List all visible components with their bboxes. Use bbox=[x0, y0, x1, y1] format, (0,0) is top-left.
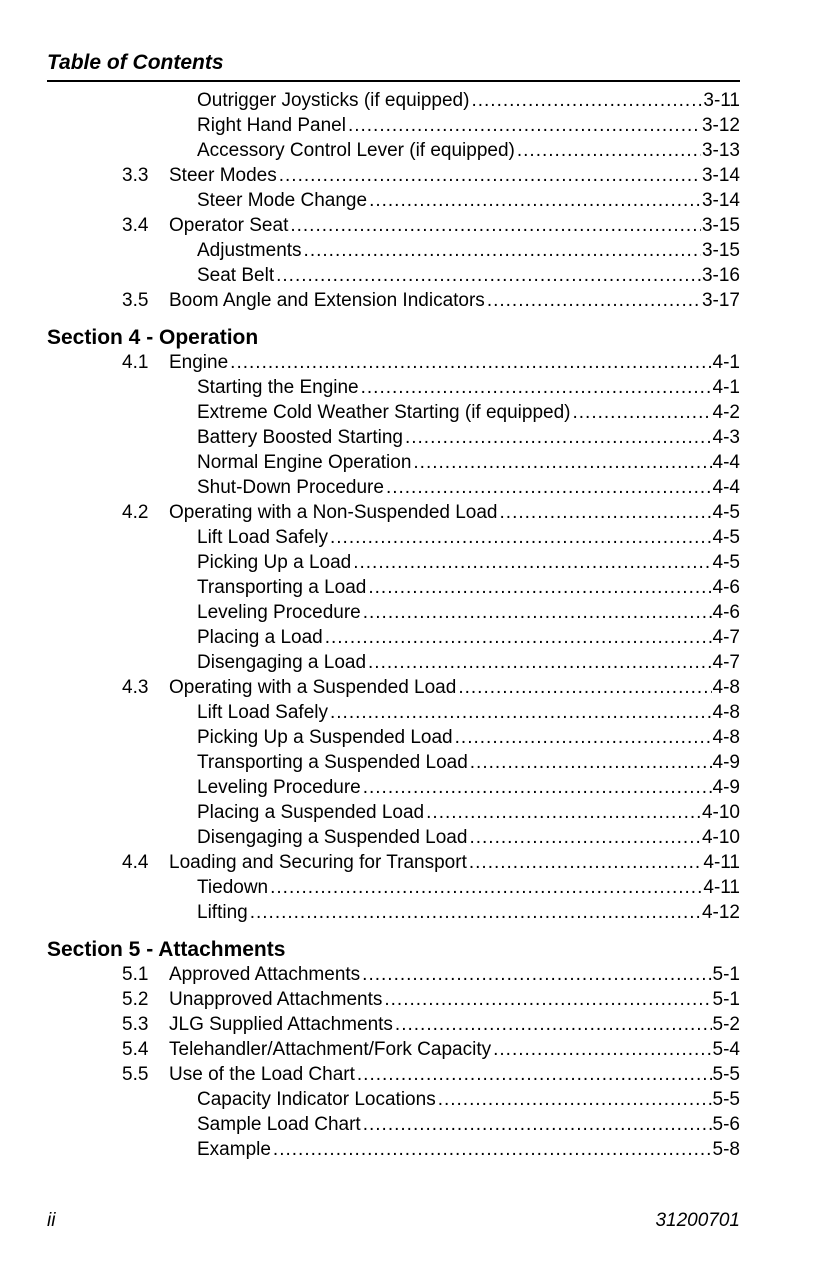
toc-entry-title: Extreme Cold Weather Starting (if equipped) bbox=[197, 402, 571, 423]
toc-entry[interactable] bbox=[47, 1037, 740, 1062]
toc-entry-line bbox=[197, 725, 740, 750]
toc-entry-number: 3.3 bbox=[122, 165, 149, 186]
toc-entry-page: 5-8 bbox=[712, 1139, 740, 1160]
toc-entry-line bbox=[169, 500, 740, 525]
page-number: ii bbox=[47, 1210, 56, 1231]
toc-entry[interactable] bbox=[47, 1087, 740, 1112]
toc-entry-line bbox=[197, 700, 740, 725]
toc-entry-title: Engine bbox=[169, 352, 229, 373]
document-number: 31200701 bbox=[655, 1210, 740, 1231]
dot-leader bbox=[361, 375, 712, 400]
dot-leader bbox=[353, 550, 711, 575]
dot-leader bbox=[304, 238, 701, 263]
toc-entry-page: 4-9 bbox=[712, 777, 740, 798]
toc-entry[interactable] bbox=[47, 550, 740, 575]
toc-entry[interactable] bbox=[47, 1112, 740, 1137]
toc-entry-page: 3-15 bbox=[701, 215, 740, 236]
toc-entry[interactable] bbox=[47, 288, 740, 313]
toc-entry-number: 4.3 bbox=[122, 677, 149, 698]
toc-entry-title: Steer Modes bbox=[169, 165, 277, 186]
toc-entry[interactable] bbox=[47, 500, 740, 525]
dot-leader bbox=[290, 213, 701, 238]
toc-entry-line bbox=[197, 750, 740, 775]
toc-entry-page: 4-4 bbox=[712, 452, 740, 473]
dot-leader bbox=[405, 425, 712, 450]
toc-entry[interactable] bbox=[47, 400, 740, 425]
toc-entry[interactable] bbox=[47, 625, 740, 650]
toc-entry-line bbox=[197, 1087, 740, 1112]
toc-entry-line bbox=[197, 88, 740, 113]
toc-entry-page: 5-1 bbox=[712, 989, 740, 1010]
toc-entry-page: 4-9 bbox=[712, 752, 740, 773]
dot-leader bbox=[276, 263, 701, 288]
dot-leader bbox=[487, 288, 701, 313]
toc-entry[interactable] bbox=[47, 475, 740, 500]
toc-entry-title: Boom Angle and Extension Indicators bbox=[169, 290, 485, 311]
toc-entry-line bbox=[197, 400, 740, 425]
toc-entry-line bbox=[197, 188, 740, 213]
toc-entry-page: 4-8 bbox=[712, 727, 740, 748]
toc-entry-title: Operating with a Suspended Load bbox=[169, 677, 457, 698]
toc-entry-page: 3-14 bbox=[701, 165, 740, 186]
toc-entry-page: 4-7 bbox=[712, 652, 740, 673]
dot-leader bbox=[458, 675, 711, 700]
toc-entry-number: 5.3 bbox=[122, 1014, 149, 1035]
dot-leader bbox=[500, 500, 712, 525]
toc-entry-page: 4-5 bbox=[712, 552, 740, 573]
toc-entry-number: 3.5 bbox=[122, 290, 149, 311]
toc-entry-title: Tiedown bbox=[197, 877, 269, 898]
toc-entry-line bbox=[197, 625, 740, 650]
toc-entry[interactable] bbox=[47, 700, 740, 725]
toc-entry-number: 5.1 bbox=[122, 964, 149, 985]
toc-entry-title: Use of the Load Chart bbox=[169, 1064, 355, 1085]
toc-entry-title: Example bbox=[197, 1139, 271, 1160]
toc-entry[interactable] bbox=[47, 238, 740, 263]
toc-entry-title: Transporting a Suspended Load bbox=[197, 752, 468, 773]
dot-leader bbox=[455, 725, 712, 750]
section-heading: Section 5 - Attachments bbox=[47, 938, 286, 961]
toc-entry-page: 5-6 bbox=[712, 1114, 740, 1135]
toc-entry-number: 5.5 bbox=[122, 1064, 149, 1085]
toc-entry[interactable] bbox=[47, 650, 740, 675]
toc-entry-line bbox=[197, 1112, 740, 1137]
toc-entry-title: Placing a Suspended Load bbox=[197, 802, 425, 823]
toc-entry[interactable] bbox=[47, 213, 740, 238]
dot-leader bbox=[273, 1137, 712, 1162]
toc-entry[interactable] bbox=[47, 350, 740, 375]
toc-entry-line bbox=[197, 238, 740, 263]
toc-entry-title: Leveling Procedure bbox=[197, 602, 361, 623]
toc-entry[interactable] bbox=[47, 775, 740, 800]
toc-entry[interactable] bbox=[47, 900, 740, 925]
toc-entry-title: Lift Load Safely bbox=[197, 527, 328, 548]
toc-entry-page: 3-17 bbox=[701, 290, 740, 311]
dot-leader bbox=[395, 1012, 712, 1037]
page-title: Table of Contents bbox=[47, 51, 224, 74]
dot-leader bbox=[270, 875, 702, 900]
toc-entry-title: Picking Up a Suspended Load bbox=[197, 727, 453, 748]
dot-leader bbox=[469, 825, 701, 850]
toc-entry-line bbox=[197, 825, 740, 850]
toc-entry[interactable] bbox=[47, 800, 740, 825]
toc-entry[interactable] bbox=[47, 1137, 740, 1162]
toc-entry-title: Right Hand Panel bbox=[197, 115, 346, 136]
toc-entry[interactable] bbox=[47, 825, 740, 850]
toc-entry-line bbox=[197, 425, 740, 450]
toc-entry[interactable] bbox=[47, 1012, 740, 1037]
dot-leader bbox=[363, 1112, 712, 1137]
toc-entry-line bbox=[197, 113, 740, 138]
toc-entry[interactable] bbox=[47, 850, 740, 875]
toc-entry-page: 4-10 bbox=[701, 827, 740, 848]
toc-entry-page: 4-2 bbox=[712, 402, 740, 423]
dot-leader bbox=[493, 1037, 711, 1062]
dot-leader bbox=[386, 475, 712, 500]
toc-entry[interactable] bbox=[47, 263, 740, 288]
toc-entry[interactable] bbox=[47, 113, 740, 138]
toc-entry-page: 4-1 bbox=[712, 377, 740, 398]
toc-entry-line bbox=[169, 288, 740, 313]
toc-entry-title: Loading and Securing for Transport bbox=[169, 852, 467, 873]
toc-entry-page: 3-16 bbox=[701, 265, 740, 286]
toc-entry-line bbox=[169, 1062, 740, 1087]
table-of-contents bbox=[47, 88, 740, 1162]
dot-leader bbox=[362, 962, 711, 987]
toc-entry-page: 3-13 bbox=[701, 140, 740, 161]
toc-entry-title: Picking Up a Load bbox=[197, 552, 352, 573]
toc-entry[interactable] bbox=[47, 88, 740, 113]
toc-entry-line bbox=[197, 263, 740, 288]
toc-entry-page: 4-1 bbox=[712, 352, 740, 373]
toc-entry-page: 5-5 bbox=[712, 1089, 740, 1110]
dot-leader bbox=[368, 650, 712, 675]
toc-entry-title: Lifting bbox=[197, 902, 248, 923]
toc-entry-line bbox=[197, 525, 740, 550]
dot-leader bbox=[348, 113, 701, 138]
toc-entry-page: 3-14 bbox=[701, 190, 740, 211]
toc-entry-title: Disengaging a Suspended Load bbox=[197, 827, 468, 848]
dot-leader bbox=[230, 350, 711, 375]
toc-entry-title: Capacity Indicator Locations bbox=[197, 1089, 436, 1110]
dot-leader bbox=[369, 188, 701, 213]
toc-entry[interactable] bbox=[47, 138, 740, 163]
toc-entry-title: JLG Supplied Attachments bbox=[169, 1014, 393, 1035]
toc-entry-title: Approved Attachments bbox=[169, 964, 361, 985]
dot-leader bbox=[573, 400, 712, 425]
dot-leader bbox=[426, 800, 701, 825]
toc-entry-number: 4.2 bbox=[122, 502, 149, 523]
dot-leader bbox=[325, 625, 712, 650]
toc-entry[interactable] bbox=[47, 750, 740, 775]
toc-entry-title: Starting the Engine bbox=[197, 377, 359, 398]
toc-entry-line bbox=[169, 987, 740, 1012]
toc-entry-line bbox=[169, 213, 740, 238]
toc-entry-number: 4.1 bbox=[122, 352, 149, 373]
dot-leader bbox=[363, 775, 712, 800]
toc-entry-title: Sample Load Chart bbox=[197, 1114, 361, 1135]
toc-entry[interactable] bbox=[47, 675, 740, 700]
dot-leader bbox=[330, 525, 712, 550]
toc-entry-number: 5.2 bbox=[122, 989, 149, 1010]
toc-entry[interactable] bbox=[47, 600, 740, 625]
toc-entry-title: Outrigger Joysticks (if equipped) bbox=[197, 90, 470, 111]
toc-entry-number: 5.4 bbox=[122, 1039, 149, 1060]
dot-leader bbox=[368, 575, 711, 600]
toc-entry-title: Leveling Procedure bbox=[197, 777, 361, 798]
toc-entry-number: 3.4 bbox=[122, 215, 149, 236]
toc-entry-line bbox=[197, 1137, 740, 1162]
toc-entry-line bbox=[197, 450, 740, 475]
toc-entry-line bbox=[197, 375, 740, 400]
toc-entry-page: 3-11 bbox=[703, 90, 740, 111]
toc-entry[interactable] bbox=[47, 188, 740, 213]
toc-entry-title: Operator Seat bbox=[169, 215, 289, 236]
toc-entry-title: Disengaging a Load bbox=[197, 652, 367, 673]
toc-entry-page: 5-4 bbox=[712, 1039, 740, 1060]
toc-entry-line bbox=[169, 163, 740, 188]
toc-entry-line bbox=[197, 575, 740, 600]
toc-entry-title: Telehandler/Attachment/Fork Capacity bbox=[169, 1039, 492, 1060]
toc-entry-title: Normal Engine Operation bbox=[197, 452, 412, 473]
toc-entry-line bbox=[197, 650, 740, 675]
toc-entry-page: 4-8 bbox=[712, 677, 740, 698]
toc-entry-page: 4-5 bbox=[712, 502, 740, 523]
toc-entry-line bbox=[197, 900, 740, 925]
toc-entry-line bbox=[197, 138, 740, 163]
toc-entry-page: 4-11 bbox=[703, 877, 740, 898]
toc-entry-title: Unapproved Attachments bbox=[169, 989, 383, 1010]
toc-entry-title: Steer Mode Change bbox=[197, 190, 368, 211]
dot-leader bbox=[471, 88, 702, 113]
toc-entry-line bbox=[169, 1037, 740, 1062]
toc-entry[interactable] bbox=[47, 375, 740, 400]
dot-leader bbox=[279, 163, 701, 188]
toc-entry-title: Shut-Down Procedure bbox=[197, 477, 384, 498]
toc-entry-title: Operating with a Non-Suspended Load bbox=[169, 502, 498, 523]
toc-entry[interactable] bbox=[47, 575, 740, 600]
toc-entry-title: Lift Load Safely bbox=[197, 702, 328, 723]
toc-entry-line bbox=[197, 475, 740, 500]
toc-entry-page: 4-8 bbox=[712, 702, 740, 723]
toc-entry-line bbox=[197, 800, 740, 825]
toc-entry[interactable] bbox=[47, 525, 740, 550]
toc-entry-page: 4-7 bbox=[712, 627, 740, 648]
dot-leader bbox=[250, 900, 701, 925]
toc-entry-line bbox=[197, 875, 740, 900]
toc-entry-line bbox=[169, 850, 740, 875]
dot-leader bbox=[384, 987, 711, 1012]
toc-entry-line bbox=[197, 550, 740, 575]
toc-entry[interactable] bbox=[47, 425, 740, 450]
toc-entry-title: Accessory Control Lever (if equipped) bbox=[197, 140, 515, 161]
dot-leader bbox=[330, 700, 712, 725]
dot-leader bbox=[357, 1062, 712, 1087]
toc-entry-line bbox=[197, 775, 740, 800]
toc-entry[interactable] bbox=[47, 962, 740, 987]
toc-entry-title: Seat Belt bbox=[197, 265, 275, 286]
dot-leader bbox=[413, 450, 711, 475]
section-heading: Section 4 - Operation bbox=[47, 326, 259, 349]
toc-entry-number: 4.4 bbox=[122, 852, 149, 873]
toc-entry[interactable] bbox=[47, 987, 740, 1012]
toc-entry-page: 4-10 bbox=[701, 802, 740, 823]
toc-entry[interactable] bbox=[47, 1062, 740, 1087]
toc-entry-page: 4-6 bbox=[712, 602, 740, 623]
toc-entry-page: 5-2 bbox=[712, 1014, 740, 1035]
toc-entry[interactable] bbox=[47, 450, 740, 475]
toc-entry[interactable] bbox=[47, 163, 740, 188]
toc-entry-page: 3-15 bbox=[701, 240, 740, 261]
toc-entry-line bbox=[197, 600, 740, 625]
toc-entry-page: 4-5 bbox=[712, 527, 740, 548]
toc-entry-page: 4-4 bbox=[712, 477, 740, 498]
toc-entry-line bbox=[169, 675, 740, 700]
dot-leader bbox=[517, 138, 701, 163]
toc-entry-page: 4-12 bbox=[701, 902, 740, 923]
toc-entry-title: Transporting a Load bbox=[197, 577, 367, 598]
toc-entry-title: Battery Boosted Starting bbox=[197, 427, 403, 448]
toc-entry-page: 4-6 bbox=[712, 577, 740, 598]
dot-leader bbox=[469, 850, 703, 875]
toc-entry-title: Placing a Load bbox=[197, 627, 323, 648]
header-divider bbox=[47, 80, 740, 82]
toc-entry-page: 3-12 bbox=[701, 115, 740, 136]
toc-entry-page: 4-3 bbox=[712, 427, 740, 448]
toc-entry-line bbox=[169, 1012, 740, 1037]
toc-entry-page: 5-1 bbox=[712, 964, 740, 985]
toc-entry-title: Adjustments bbox=[197, 240, 302, 261]
toc-entry-page: 4-11 bbox=[703, 852, 740, 873]
toc-entry[interactable] bbox=[47, 875, 740, 900]
toc-entry-line bbox=[169, 350, 740, 375]
toc-entry-line bbox=[169, 962, 740, 987]
dot-leader bbox=[363, 600, 712, 625]
toc-entry[interactable] bbox=[47, 725, 740, 750]
dot-leader bbox=[470, 750, 712, 775]
dot-leader bbox=[438, 1087, 712, 1112]
toc-entry-page: 5-5 bbox=[712, 1064, 740, 1085]
